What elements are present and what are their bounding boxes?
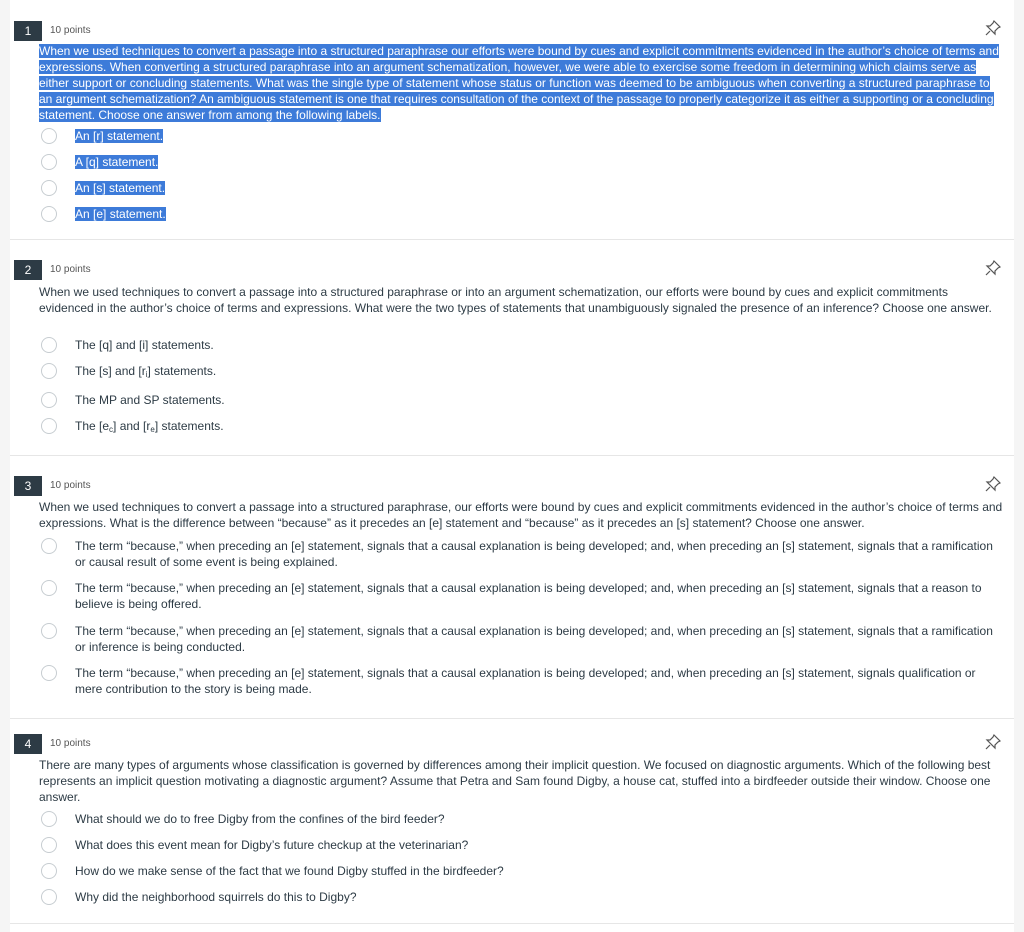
radio-button[interactable] [41, 811, 57, 827]
answer-label: The term “because,” when preceding an [e] statement, signals that a causal explanation is being developed; and, when preceding an [s] statement, signals qualification or mere contribution to the story is being made. [75, 666, 976, 696]
question-number: 3 [14, 476, 42, 496]
answer-label: Why did the neighborhood squirrels do this to Digby? [75, 890, 357, 904]
answer-label: What should we do to free Digby from the confines of the bird feeder? [75, 812, 445, 826]
question-points: 10 points [50, 480, 91, 491]
answer-label: How do we make sense of the fact that we found Digby stuffed in the birdfeeder? [75, 864, 504, 878]
question-1 [10, 12, 1014, 240]
radio-button[interactable] [41, 180, 57, 196]
radio-button[interactable] [41, 363, 57, 379]
radio-button[interactable] [41, 418, 57, 434]
question-text: When we used techniques to convert a passage into a structured paraphrase or into an argument schematization, our efforts were bound by cues and explicit commitments evidenced in the author’s choice of terms and expressions. What were the two types of statements that unambiguously signaled the presence of an inference? Choose one answer. [39, 285, 992, 315]
radio-button[interactable] [41, 154, 57, 170]
question-4 [10, 728, 1014, 924]
question-points: 10 points [50, 264, 91, 275]
pin-icon[interactable] [985, 476, 1001, 492]
quiz-container [10, 0, 1014, 932]
answer-label: The term “because,” when preceding an [e] statement, signals that a causal explanation is being developed; and, when preceding an [s] statement, signals that a ramification or causal result of some event is being explained. [75, 539, 993, 569]
question-number: 1 [14, 21, 42, 41]
answer-label: The term “because,” when preceding an [e] statement, signals that a causal explanation is being developed; and, when preceding an [s] statement, signals that a ramification or inference is being conducted. [75, 624, 993, 654]
radio-button[interactable] [41, 337, 57, 353]
radio-button[interactable] [41, 889, 57, 905]
question-text: When we used techniques to convert a passage into a structured paraphrase our efforts were bound by cues and explicit commitments evidenced in the author’s choice of terms and expressions. When converting a structured paraphrase into an argument schematization, however, we were able to exercise some freedom in determining which claims serve as either support or concluding statements. What was the single type of statement whose status or function was deemed to be ambiguous when converting a structured paraphrase to an argument schematization? An ambiguous statement is one that requires consultation of the context of the passage to properly categorize it as either a supporting or a concluding statement. Choose one answer from among the following labels. [39, 44, 999, 122]
radio-button[interactable] [41, 128, 57, 144]
question-points: 10 points [50, 738, 91, 749]
answer-label: The [s] and $[r_i]$ statements. [75, 364, 217, 379]
question-3 [10, 469, 1014, 719]
radio-button[interactable] [41, 837, 57, 853]
radio-button[interactable] [41, 863, 57, 879]
question-2 [10, 253, 1014, 456]
answer-label: The [q] and [i] statements. [75, 338, 214, 352]
radio-button[interactable] [41, 623, 57, 639]
question-points: 10 points [50, 25, 91, 36]
answer-label: A [q] statement. [75, 155, 159, 169]
answer-label: An [r] statement. [75, 129, 164, 143]
question-text: There are many types of arguments whose classification is governed by differences among their implicit question. We focused on diagnostic arguments. Which of the following best represents an implicit question motivating a diagnostic argument? Assume that Petra and Sam found Digby, a house cat, stuffed into a birdfeeder outside their window. Choose one answer. [39, 758, 991, 804]
pin-icon[interactable] [985, 260, 1001, 276]
answer-label: An [s] statement. [75, 181, 166, 195]
answer-label: The term “because,” when preceding an [e] statement, signals that a causal explanation is being developed; and, when preceding an [s] statement, signals that a reason to believe is being offered. [75, 581, 982, 611]
radio-button[interactable] [41, 538, 57, 554]
question-text: When we used techniques to convert a passage into a structured paraphrase, our efforts were bound by cues and explicit commitments evidenced in the author’s choice of terms and expressions. What is the difference between “because” as it precedes an [e] statement and “because” as it precedes an [s] statement? Choose one answer. [39, 500, 1003, 530]
radio-button[interactable] [41, 206, 57, 222]
pin-icon[interactable] [985, 734, 1001, 750]
radio-button[interactable] [41, 665, 57, 681]
radio-button[interactable] [41, 580, 57, 596]
answer-label: An [e] statement. [75, 207, 166, 221]
question-number: 2 [14, 260, 42, 280]
question-number: 4 [14, 734, 42, 754]
pin-icon[interactable] [985, 20, 1001, 36]
answer-label: The $[e_c]$ and $[r_e]$ statements. [75, 419, 224, 434]
radio-button[interactable] [41, 392, 57, 408]
answer-label: What does this event mean for Digby’s future checkup at the veterinarian? [75, 838, 469, 852]
answer-label: The MP and SP statements. [75, 393, 225, 407]
